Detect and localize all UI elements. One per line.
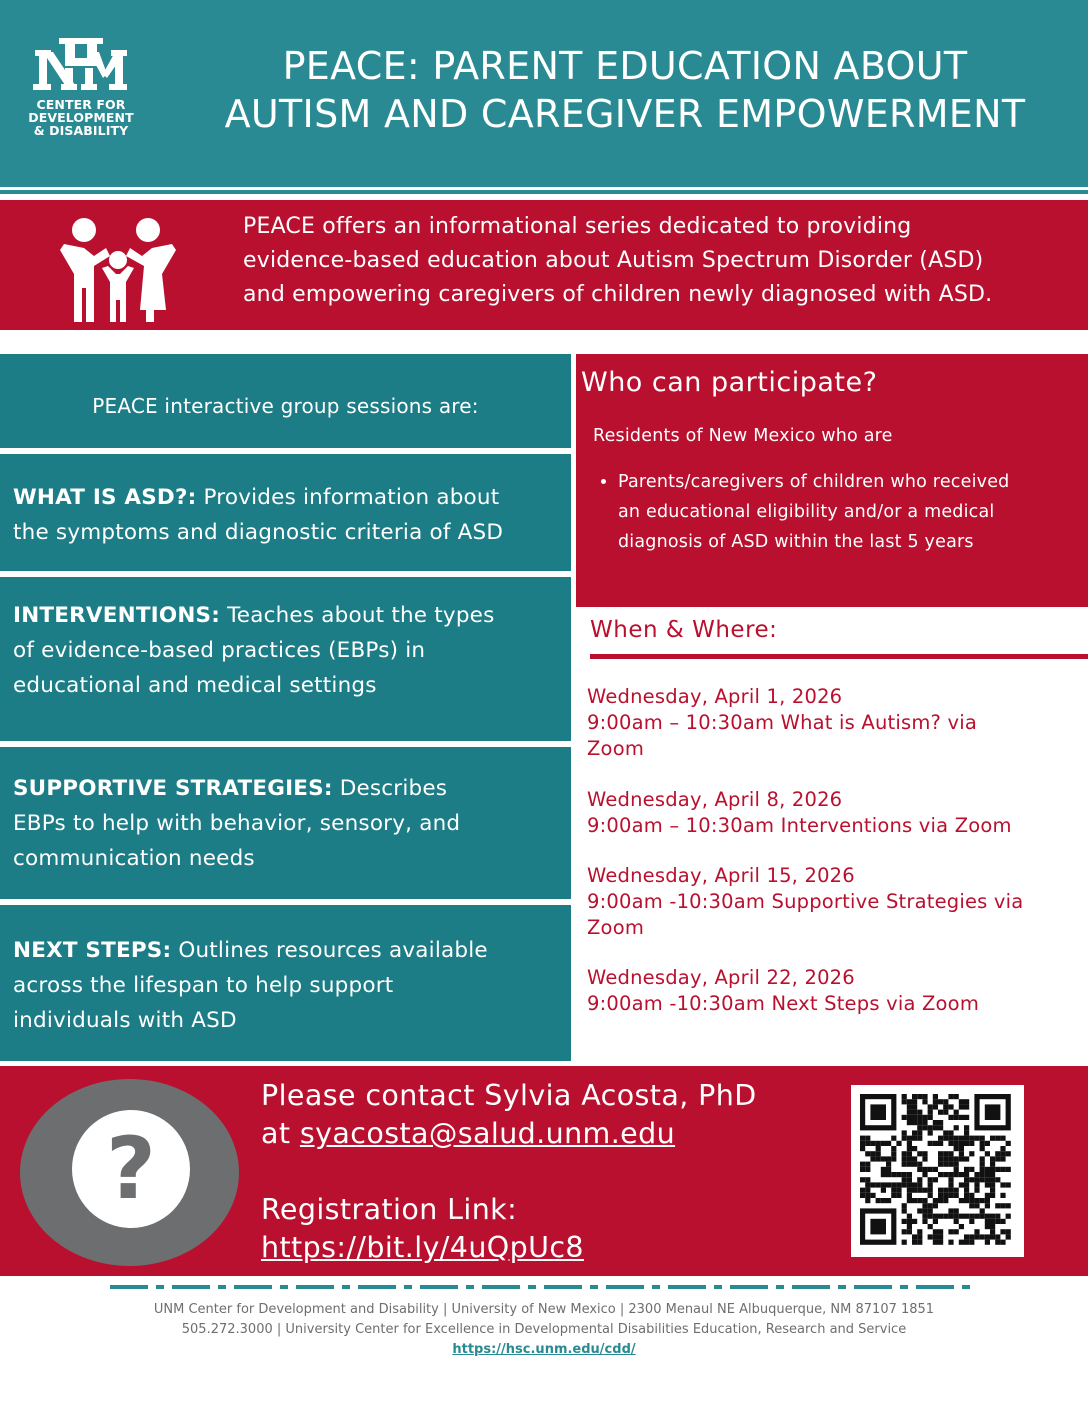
session-text: Teaches about the types [220, 603, 495, 628]
session-text: individuals with ASD [13, 1008, 237, 1033]
session-card-next-steps [0, 905, 571, 1061]
registration-label: Registration Link: [261, 1193, 518, 1226]
logo-line: CENTER FOR [36, 97, 126, 112]
family-icon [60, 216, 176, 324]
schedule-time: 9:00am – 10:30am Interventions via Zoom [587, 814, 1012, 837]
session-card-interventions [0, 577, 571, 741]
divider [0, 741, 571, 746]
session-text: Describes [332, 776, 448, 801]
session-label: SUPPORTIVE STRATEGIES: [13, 776, 333, 801]
header-divider-line [0, 190, 1088, 194]
bullet-line: Parents/caregivers of children who received [618, 472, 1010, 492]
contact-at: at [261, 1117, 300, 1150]
session-text: educational and medical settings [13, 673, 377, 698]
when-where-heading: When & Where: [590, 617, 778, 643]
contact-line: Please contact Sylvia Acosta, PhD [261, 1079, 757, 1112]
schedule-time: 9:00am -10:30am Supportive Strategies via [587, 890, 1024, 913]
page-title [170, 42, 1080, 138]
bullet-line: an educational eligibility and/or a medical [618, 502, 995, 522]
schedule-time: Zoom [587, 916, 645, 939]
divider [0, 448, 571, 453]
session-label: WHAT IS ASD?: [13, 485, 197, 510]
when-where-underline [590, 654, 1088, 659]
contact-info [261, 1077, 831, 1267]
logo-line: DEVELOPMENT [28, 110, 134, 125]
eligibility-list [590, 467, 1088, 557]
registration-link[interactable]: https://bit.ly/4uQpUc8 [261, 1231, 584, 1264]
schedule-date: Wednesday, April 8, 2026 [587, 788, 843, 811]
intro-line: PEACE offers an informational series dedicated to providing [243, 214, 912, 239]
divider [0, 899, 571, 904]
session-text: across the lifespan to help support [13, 973, 394, 998]
bullet-line: diagnosis of ASD within the last 5 years [618, 532, 974, 552]
session-text: of evidence-based practices (EBPs) in [13, 638, 426, 663]
session-text: the symptoms and diagnostic criteria of ASD [13, 520, 504, 545]
footer-link[interactable]: https://hsc.unm.edu/cdd/ [452, 1342, 636, 1357]
email-link[interactable]: syacosta@salud.unm.edu [299, 1117, 676, 1150]
session-card-what-is-asd [0, 454, 571, 571]
schedule-entry [587, 684, 1082, 762]
sessions-heading: PEACE interactive group sessions are: [92, 394, 479, 418]
sessions-heading-box [0, 354, 571, 448]
qr-code-icon [851, 1085, 1024, 1257]
question-icon: ? [72, 1110, 190, 1228]
schedule-time: Zoom [587, 737, 645, 760]
schedule-time: 9:00am – 10:30am What is Autism? via [587, 711, 978, 734]
session-text: EBPs to help with behavior, sensory, and [13, 811, 461, 836]
title-line: AUTISM AND CAREGIVER EMPOWERMENT [224, 92, 1026, 136]
unm-logo-icon [33, 38, 129, 92]
schedule-date: Wednesday, April 22, 2026 [587, 966, 855, 989]
intro-line: and empowering caregivers of children newly diagnosed with ASD. [243, 282, 993, 307]
footer [0, 1300, 1088, 1360]
footer-contact: 505.272.3000 | University Center for Excellence in Developmental Disabilities Education, Research and Service [181, 1322, 907, 1337]
schedule-date: Wednesday, April 1, 2026 [587, 685, 843, 708]
list-item [618, 467, 1088, 557]
participation-heading: Who can participate? [581, 367, 878, 398]
schedule-time: 9:00am -10:30am Next Steps via Zoom [587, 992, 980, 1015]
intro-line: evidence-based education about Autism Spectrum Disorder (ASD) [243, 248, 984, 273]
logo-caption [20, 98, 142, 137]
session-card-supportive-strategies [0, 747, 571, 899]
footer-address: UNM Center for Development and Disability | University of New Mexico | 2300 Menaul NE Albuquerque, NM 87107 1851 [153, 1302, 935, 1317]
intro-description [243, 210, 1083, 312]
schedule-entry [587, 787, 1082, 839]
qr-code[interactable] [851, 1085, 1024, 1257]
session-label: INTERVENTIONS: [13, 603, 221, 628]
residents-text: Residents of New Mexico who are [593, 426, 893, 446]
divider [0, 571, 571, 576]
logo-line: & DISABILITY [33, 123, 129, 138]
session-text: communication needs [13, 846, 255, 871]
schedule-entry [587, 863, 1082, 941]
session-text: Provides information about [196, 485, 500, 510]
schedule-date: Wednesday, April 15, 2026 [587, 864, 855, 887]
title-line: PEACE: PARENT EDUCATION ABOUT [282, 44, 968, 88]
footer-dashed-divider [110, 1283, 972, 1291]
unm-logo [20, 38, 142, 137]
session-label: NEXT STEPS: [13, 938, 172, 963]
session-text: Outlines resources available [171, 938, 488, 963]
participation-box [576, 354, 1088, 607]
schedule-entry [587, 965, 1082, 1017]
